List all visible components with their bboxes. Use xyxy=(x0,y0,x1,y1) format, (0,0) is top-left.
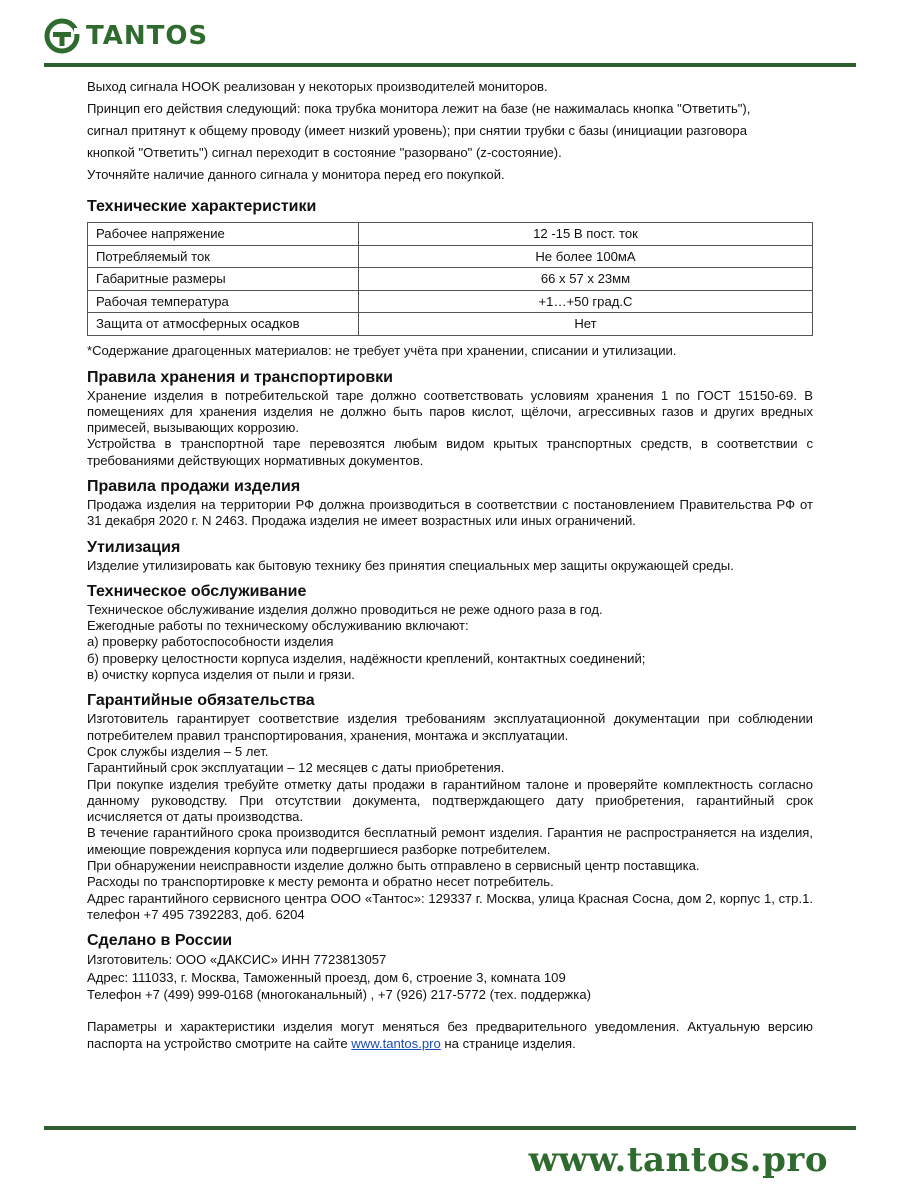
spec-label: Защита от атмосферных осадков xyxy=(88,313,359,336)
spec-label: Потребляемый ток xyxy=(88,245,359,268)
intro-line: Уточняйте наличие данного сигнала у монитора перед его покупкой. xyxy=(87,167,505,182)
header xyxy=(44,16,208,56)
list-item: в) очистку корпуса изделия от пыли и грязи. xyxy=(87,667,355,683)
paragraph: Адрес: 111033, г. Москва, Таможенный проезд, дом 6, строение 3, комната 109 xyxy=(87,969,566,985)
tech-specs-table xyxy=(87,222,813,336)
list-item: б) проверку целостности корпуса изделия, надёжности креплений, контактных соединений; xyxy=(87,650,646,666)
tech-specs-heading: Технические характеристики xyxy=(87,198,317,215)
paragraph: Ежегодные работы по техническому обслуживанию включают: xyxy=(87,618,469,634)
params-notice xyxy=(87,1018,813,1053)
intro-section xyxy=(87,76,813,186)
spec-value: 12 -15 В пост. ток xyxy=(359,223,813,246)
sale-heading: Правила продажи изделия xyxy=(87,477,301,495)
intro-line: кнопкой "Ответить") сигнал переходит в состояние "разорвано" (z-состояние). xyxy=(87,145,562,160)
paragraph: Хранение изделия в потребительской таре должно соответствовать условиям хранения 1 по ГОСТ 15150-69. В помещениях для хранения изделия не должно быть паров кислот, щёлочи, агрессивных газов и других вредных примесей, вызывающих коррозию. xyxy=(87,387,813,436)
paragraph: Расходы по транспортировке к месту ремонта и обратно несет потребитель. xyxy=(87,874,554,890)
disposal-heading: Утилизация xyxy=(87,538,181,556)
paragraph: В течение гарантийного срока производится бесплатный ремонт изделия. Гарантия не распространяется на изделия, имеющие повреждения корпуса или подвергшиеся разборке потребителем. xyxy=(87,825,813,857)
brand-name: TANTOS xyxy=(86,21,209,51)
table-row xyxy=(88,245,813,268)
spec-label: Рабочая температура xyxy=(88,290,359,313)
spec-value: Не более 100мА xyxy=(359,245,813,268)
paragraph: Техническое обслуживание изделия должно проводиться не реже одного раза в год. xyxy=(87,601,603,617)
paragraph: Изделие утилизировать как бытовую технику без принятия специальных мер защиты окружающей среды. xyxy=(87,557,734,573)
list-item: а) проверку работоспособности изделия xyxy=(87,634,334,650)
paragraph: Гарантийный срок эксплуатации – 12 месяцев с даты приобретения. xyxy=(87,760,505,776)
storage-section xyxy=(87,368,813,469)
disposal-section xyxy=(87,538,813,574)
footer-divider xyxy=(44,1126,856,1130)
sale-section xyxy=(87,477,813,530)
params-text: Параметры и характеристики изделия могут меняться без предварительного уведомления. Актуальную версию паспорта на устройство смотрите на сайте xyxy=(87,1018,813,1052)
spec-value: +1…+50 град.С xyxy=(359,290,813,313)
tantos-logo-icon xyxy=(44,18,80,54)
paragraph: Телефон +7 (499) 999-0168 (многоканальный) , +7 (926) 217-5772 (тех. поддержка) xyxy=(87,987,591,1003)
maintenance-heading: Техническое обслуживание xyxy=(87,582,307,600)
spec-value: 66 x 57 x 23мм xyxy=(359,268,813,291)
params-text-end: на странице изделия. xyxy=(440,1036,576,1052)
spec-value: Нет xyxy=(359,313,813,336)
maintenance-section xyxy=(87,582,813,683)
document-body xyxy=(87,76,813,1053)
spec-label: Габаритные размеры xyxy=(88,268,359,291)
paragraph: При обнаружении неисправности изделие должно быть отправлено в сервисный центр поставщика. xyxy=(87,858,700,874)
table-row xyxy=(88,313,813,336)
spec-label: Рабочее напряжение xyxy=(88,223,359,246)
paragraph: Продажа изделия на территории РФ должна производиться в соответствии с постановлением Правительства РФ от 31 декабря 2020 г. N 2463. Продажа изделия не имеет возрастных или иных ограничений. xyxy=(87,496,813,529)
paragraph: Срок службы изделия – 5 лет. xyxy=(87,743,269,759)
paragraph: Изготовитель гарантирует соответствие изделия требованиям эксплуатационной документации при соблюдении потребителем правил транспортирования, хранения, монтажа и эксплуатации. xyxy=(87,711,813,743)
precious-metals-note: *Содержание драгоценных материалов: не требует учёта при хранении, списании и утилизации. xyxy=(87,342,677,358)
header-divider xyxy=(44,63,856,67)
paragraph: При покупке изделия требуйте отметку даты продажи в гарантийном талоне и проверяйте комплектность согласно данному руководству. При отсутствии документа, подтверждающего дату приобретения, гарантийный срок исчисляется от даты производства. xyxy=(87,776,813,825)
paragraph: Адрес гарантийного сервисного центра ООО «Тантос»: 129337 г. Москва, улица Красная Сосна, дом 2, корпус 1, стр.1. телефон +7 495 7392283, доб. 6204 xyxy=(87,890,813,922)
intro-line: Выход сигнала HOOK реализован у некоторых производителей мониторов. xyxy=(87,79,548,94)
intro-line: сигнал притянут к общему проводу (имеет низкий уровень); при снятии трубки с базы (инициации разговора xyxy=(87,123,747,138)
footer-website: www.tantos.pro xyxy=(528,1140,828,1180)
table-row xyxy=(88,268,813,291)
paragraph: Устройства в транспортной таре перевозятся любым видом крытых транспортных средств, в соответствии с требованиями действующих нормативных документов. xyxy=(87,436,813,468)
storage-heading: Правила хранения и транспортировки xyxy=(87,368,394,386)
warranty-heading: Гарантийные обязательства xyxy=(87,692,315,710)
warranty-section xyxy=(87,691,813,923)
table-row xyxy=(88,223,813,246)
website-link[interactable]: www.tantos.pro xyxy=(351,1036,441,1052)
made-in-russia-heading: Сделано в России xyxy=(87,932,233,950)
intro-line: Принцип его действия следующий: пока трубка монитора лежит на базе (не нажималась кнопка "Ответить"), xyxy=(87,101,751,116)
table-row xyxy=(88,290,813,313)
paragraph: Изготовитель: ООО «ДАКСИС» ИНН 7723813057 xyxy=(87,952,387,968)
made-in-russia-section xyxy=(87,931,813,1004)
